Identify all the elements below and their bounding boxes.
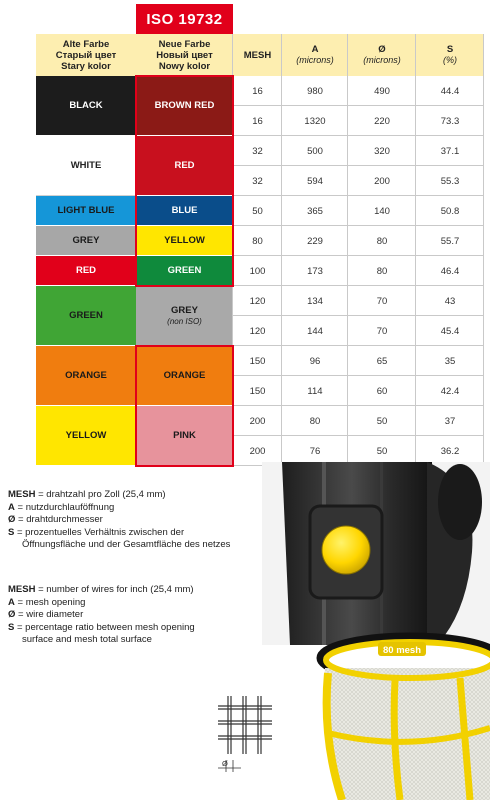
mesh-value: 50 <box>252 205 263 217</box>
table-row <box>233 196 484 226</box>
filter-housing-photo <box>262 462 490 645</box>
mesh-value: 16 <box>252 85 263 97</box>
new-color-cell <box>136 196 233 226</box>
new-color-cell <box>136 226 233 256</box>
diameter-value: 220 <box>374 115 390 127</box>
old-color-cell <box>36 346 136 406</box>
mesh-value: 100 <box>249 265 266 277</box>
old-color-cell <box>36 196 136 226</box>
new-color-cell <box>136 286 233 346</box>
column-divider <box>281 34 282 466</box>
new-color-cell <box>136 136 233 196</box>
header-mesh: MESH <box>233 34 282 76</box>
a-value: 365 <box>307 205 323 217</box>
old-color-label: GREEN <box>69 310 103 321</box>
diameter-value: 60 <box>376 385 388 397</box>
old-color-label: WHITE <box>70 160 102 171</box>
a-value: 980 <box>307 85 323 97</box>
mesh-value: 200 <box>249 445 266 457</box>
s-value: 73.3 <box>440 115 460 127</box>
column-divider <box>483 34 484 466</box>
s-value: 43 <box>444 295 456 307</box>
old-color-cell <box>36 226 136 256</box>
mesh-value: 150 <box>249 385 266 397</box>
header-new-color: Neue Farbe Новый цвет Nowy kolor <box>136 34 233 76</box>
mesh-value: 32 <box>252 175 263 187</box>
diagram-diameter-label: Ø <box>222 759 228 768</box>
old-color-cell <box>36 256 136 286</box>
legend-english: MESH = number of wires for inch (25,4 mm) A = mesh opening Ø = wire diameter S = percentage ratio between mesh opening surface and mesh total surface <box>8 584 195 645</box>
mesh-value: 120 <box>249 295 266 307</box>
s-value: 37.1 <box>440 145 460 157</box>
s-value: 44.4 <box>440 85 460 97</box>
legend-german: MESH = drahtzahl pro Zoll (25,4 mm) A = nutzdurchlauföffnung Ø = drahtdurchmesser S = prozentuelles Verhältnis zwischen der Öffnungsfläche und der Gesamtfläche des netzes <box>8 489 231 550</box>
new-color-cell <box>136 406 233 466</box>
s-value: 37 <box>444 415 456 427</box>
old-color-cell <box>36 286 136 346</box>
filter-mesh-label: 80 mesh <box>382 645 422 656</box>
diameter-value: 320 <box>374 145 390 157</box>
a-value: 229 <box>307 235 323 247</box>
s-value: 36.2 <box>440 445 460 457</box>
old-color-label: ORANGE <box>65 370 107 381</box>
header-diameter: Ø (microns) <box>348 34 416 76</box>
a-value: 594 <box>307 175 323 187</box>
new-color-label: BROWN RED <box>154 100 215 111</box>
table-header <box>36 34 484 76</box>
old-color-label: LIGHT BLUE <box>57 205 115 216</box>
new-color-label: GREEN <box>167 265 202 276</box>
a-value: 173 <box>307 265 323 277</box>
a-value: 1320 <box>304 115 326 127</box>
a-value: 114 <box>307 385 323 397</box>
table-row <box>233 76 484 106</box>
new-color-label: ORANGE <box>163 370 206 381</box>
a-value: 76 <box>309 445 321 457</box>
diameter-value: 70 <box>376 325 388 337</box>
diameter-value: 80 <box>376 265 388 277</box>
s-value: 50.8 <box>440 205 460 217</box>
column-divider <box>415 34 416 466</box>
column-divider <box>232 34 233 466</box>
a-value: 500 <box>307 145 323 157</box>
old-color-cell <box>36 136 136 196</box>
table-row <box>233 376 484 406</box>
a-value: 144 <box>307 325 323 337</box>
new-color-label: GREY <box>171 305 198 316</box>
diameter-value: 80 <box>376 235 388 247</box>
table-row <box>233 106 484 136</box>
table-row <box>233 166 484 196</box>
s-value: 45.4 <box>440 325 460 337</box>
new-color-label: RED <box>174 160 195 171</box>
new-color-cell <box>136 76 233 136</box>
new-color-cell <box>136 346 233 406</box>
mesh-diagram-icon <box>214 692 274 777</box>
diameter-value: 140 <box>374 205 390 217</box>
mesh-value: 32 <box>252 145 263 157</box>
header-old-color: Alte Farbe Старый цвет Stary kolor <box>36 34 136 76</box>
s-value: 42.4 <box>440 385 460 397</box>
new-color-note: (non ISO) <box>167 317 202 326</box>
old-color-label: RED <box>75 265 97 276</box>
diameter-value: 65 <box>376 355 388 367</box>
s-value: 35 <box>444 355 456 367</box>
new-color-label: BLUE <box>171 205 198 216</box>
iso-label: ISO 19732 <box>136 4 233 34</box>
a-value: 80 <box>309 415 321 427</box>
table-row <box>233 136 484 166</box>
header-a: A (microns) <box>282 34 348 76</box>
filter-basket-photo <box>300 628 490 800</box>
s-value: 46.4 <box>440 265 460 277</box>
mesh-value: 150 <box>249 355 266 367</box>
table-row <box>233 406 484 436</box>
diameter-value: 50 <box>376 415 388 427</box>
new-color-label: PINK <box>173 430 196 441</box>
diameter-value: 70 <box>376 295 388 307</box>
a-value: 96 <box>309 355 321 367</box>
table-row <box>233 346 484 376</box>
table-row <box>233 256 484 286</box>
mesh-value: 200 <box>249 415 266 427</box>
mesh-value: 80 <box>252 235 263 247</box>
header-s: S (%) <box>416 34 484 76</box>
a-value: 134 <box>307 295 323 307</box>
new-color-label: YELLOW <box>164 235 205 246</box>
diameter-value: 50 <box>376 445 388 457</box>
s-value: 55.3 <box>440 175 460 187</box>
old-color-cell <box>36 76 136 136</box>
mesh-value: 120 <box>249 325 266 337</box>
old-color-label: YELLOW <box>65 430 107 441</box>
old-color-label: GREY <box>72 235 100 246</box>
s-value: 55.7 <box>440 235 460 247</box>
new-color-cell <box>136 256 233 286</box>
table-row <box>233 316 484 346</box>
diameter-value: 200 <box>374 175 390 187</box>
old-color-label: BLACK <box>69 100 103 111</box>
mesh-value: 16 <box>252 115 263 127</box>
table-row <box>233 226 484 256</box>
diameter-value: 490 <box>374 85 390 97</box>
table-row <box>233 286 484 316</box>
old-color-cell <box>36 406 136 466</box>
column-divider <box>347 34 348 466</box>
